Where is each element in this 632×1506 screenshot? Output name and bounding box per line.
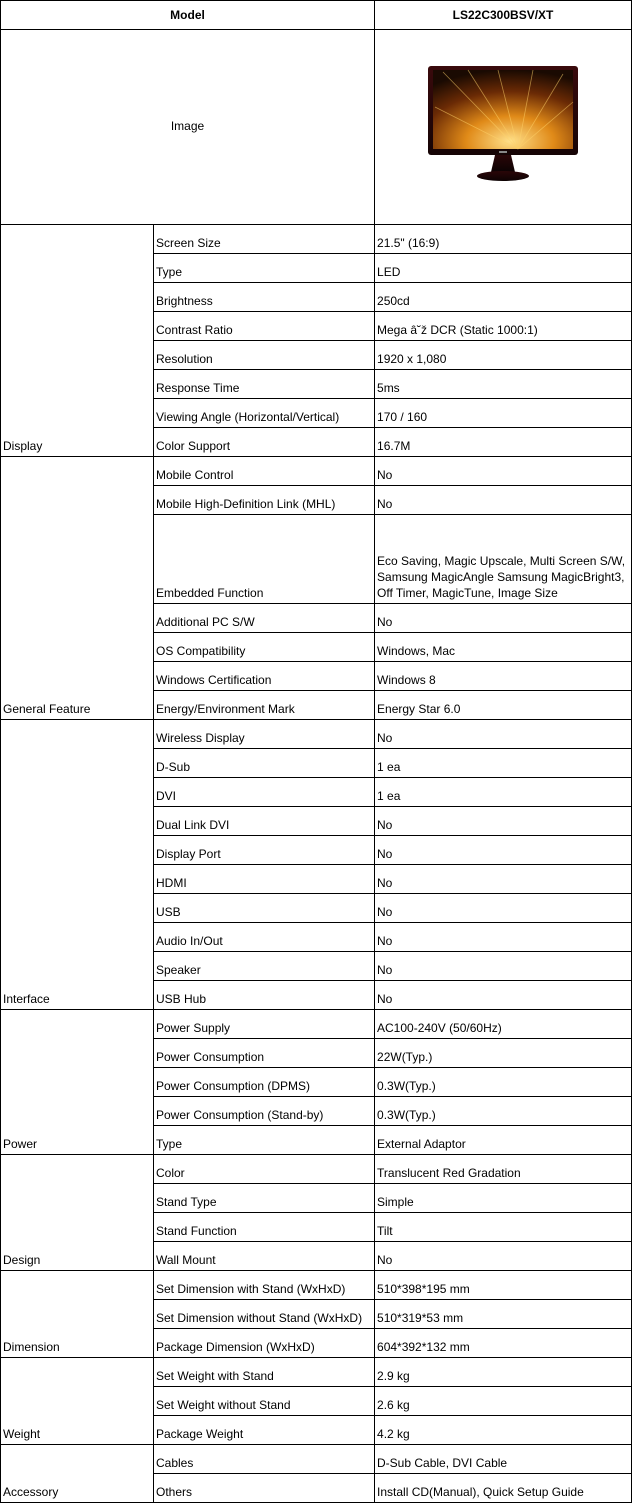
feature-cell: Response Time: [154, 370, 375, 399]
spec-row: [1, 225, 632, 254]
value-cell: No: [375, 952, 632, 981]
model-value: LS22C300BSV/XT: [375, 1, 632, 30]
value-cell: 4.2 kg: [375, 1416, 632, 1445]
image-row: [1, 30, 632, 225]
value-cell: Tilt: [375, 1213, 632, 1242]
feature-cell: Power Supply: [154, 1010, 375, 1039]
product-image-cell: [375, 30, 632, 225]
feature-cell: Display Port: [154, 836, 375, 865]
value-cell: 250cd: [375, 283, 632, 312]
value-cell: No: [375, 981, 632, 1010]
value-cell: 5ms: [375, 370, 632, 399]
value-cell: Energy Star 6.0: [375, 691, 632, 720]
feature-cell: Dual Link DVI: [154, 807, 375, 836]
feature-cell: Embedded Function: [154, 515, 375, 604]
value-cell: 510*319*53 mm: [375, 1300, 632, 1329]
value-cell: D-Sub Cable, DVI Cable: [375, 1445, 632, 1474]
feature-cell: Resolution: [154, 341, 375, 370]
feature-cell: Additional PC S/W: [154, 604, 375, 633]
feature-cell: Wireless Display: [154, 720, 375, 749]
monitor-image: [423, 62, 583, 187]
value-cell: LED: [375, 254, 632, 283]
feature-cell: D-Sub: [154, 749, 375, 778]
feature-cell: Audio In/Out: [154, 923, 375, 952]
category-cell: Display: [1, 225, 154, 457]
value-cell: Eco Saving, Magic Upscale, Multi Screen S/W, Samsung MagicAngle Samsung MagicBright3, Off Timer, MagicTune, Image Size: [375, 515, 632, 604]
value-cell: No: [375, 457, 632, 486]
header-row: [1, 1, 632, 30]
category-cell: Design: [1, 1155, 154, 1271]
feature-cell: Color: [154, 1155, 375, 1184]
value-cell: No: [375, 720, 632, 749]
value-cell: AC100-240V (50/60Hz): [375, 1010, 632, 1039]
image-label: Image: [1, 30, 375, 225]
feature-cell: Set Weight without Stand: [154, 1387, 375, 1416]
feature-cell: Mobile Control: [154, 457, 375, 486]
feature-cell: USB: [154, 894, 375, 923]
feature-cell: Stand Function: [154, 1213, 375, 1242]
value-cell: No: [375, 836, 632, 865]
feature-cell: Wall Mount: [154, 1242, 375, 1271]
feature-cell: Set Weight with Stand: [154, 1358, 375, 1387]
category-cell: Dimension: [1, 1271, 154, 1358]
feature-cell: Color Support: [154, 428, 375, 457]
feature-cell: Package Dimension (WxHxD): [154, 1329, 375, 1358]
value-cell: External Adaptor: [375, 1126, 632, 1155]
feature-cell: Set Dimension without Stand (WxHxD): [154, 1300, 375, 1329]
category-cell: Interface: [1, 720, 154, 1010]
feature-cell: Windows Certification: [154, 662, 375, 691]
value-cell: No: [375, 486, 632, 515]
feature-cell: Set Dimension with Stand (WxHxD): [154, 1271, 375, 1300]
feature-cell: Type: [154, 254, 375, 283]
value-cell: 510*398*195 mm: [375, 1271, 632, 1300]
value-cell: No: [375, 807, 632, 836]
value-cell: 1 ea: [375, 778, 632, 807]
feature-cell: Speaker: [154, 952, 375, 981]
feature-cell: Mobile High-Definition Link (MHL): [154, 486, 375, 515]
spec-row: [1, 1155, 632, 1184]
value-cell: 16.7M: [375, 428, 632, 457]
spec-row: [1, 1271, 632, 1300]
feature-cell: HDMI: [154, 865, 375, 894]
value-cell: 170 / 160: [375, 399, 632, 428]
feature-cell: Package Weight: [154, 1416, 375, 1445]
value-cell: No: [375, 1242, 632, 1271]
feature-cell: Power Consumption: [154, 1039, 375, 1068]
feature-cell: Brightness: [154, 283, 375, 312]
feature-cell: Power Consumption (DPMS): [154, 1068, 375, 1097]
spec-row: [1, 1010, 632, 1039]
value-cell: Simple: [375, 1184, 632, 1213]
category-cell: Power: [1, 1010, 154, 1155]
category-cell: Weight: [1, 1358, 154, 1445]
value-cell: 22W(Typ.): [375, 1039, 632, 1068]
category-cell: Accessory: [1, 1445, 154, 1503]
category-cell: General Feature: [1, 457, 154, 720]
model-label: Model: [1, 1, 375, 30]
value-cell: Windows, Mac: [375, 633, 632, 662]
feature-cell: Energy/Environment Mark: [154, 691, 375, 720]
feature-cell: Type: [154, 1126, 375, 1155]
feature-cell: USB Hub: [154, 981, 375, 1010]
spec-row: [1, 457, 632, 486]
feature-cell: Cables: [154, 1445, 375, 1474]
value-cell: 1920 x 1,080: [375, 341, 632, 370]
spec-row: [1, 1445, 632, 1474]
value-cell: No: [375, 894, 632, 923]
feature-cell: OS Compatibility: [154, 633, 375, 662]
feature-cell: Stand Type: [154, 1184, 375, 1213]
value-cell: Mega â˘ž DCR (Static 1000:1): [375, 312, 632, 341]
value-cell: 604*392*132 mm: [375, 1329, 632, 1358]
value-cell: Translucent Red Gradation: [375, 1155, 632, 1184]
value-cell: No: [375, 604, 632, 633]
feature-cell: Power Consumption (Stand-by): [154, 1097, 375, 1126]
value-cell: No: [375, 923, 632, 952]
feature-cell: Screen Size: [154, 225, 375, 254]
value-cell: 2.9 kg: [375, 1358, 632, 1387]
spec-row: [1, 720, 632, 749]
value-cell: Install CD(Manual), Quick Setup Guide: [375, 1474, 632, 1503]
value-cell: 0.3W(Typ.): [375, 1068, 632, 1097]
value-cell: 1 ea: [375, 749, 632, 778]
feature-cell: Others: [154, 1474, 375, 1503]
value-cell: No: [375, 865, 632, 894]
value-cell: Windows 8: [375, 662, 632, 691]
feature-cell: DVI: [154, 778, 375, 807]
spec-row: [1, 1358, 632, 1387]
feature-cell: Viewing Angle (Horizontal/Vertical): [154, 399, 375, 428]
feature-cell: Contrast Ratio: [154, 312, 375, 341]
value-cell: 0.3W(Typ.): [375, 1097, 632, 1126]
value-cell: 2.6 kg: [375, 1387, 632, 1416]
value-cell: 21.5" (16:9): [375, 225, 632, 254]
